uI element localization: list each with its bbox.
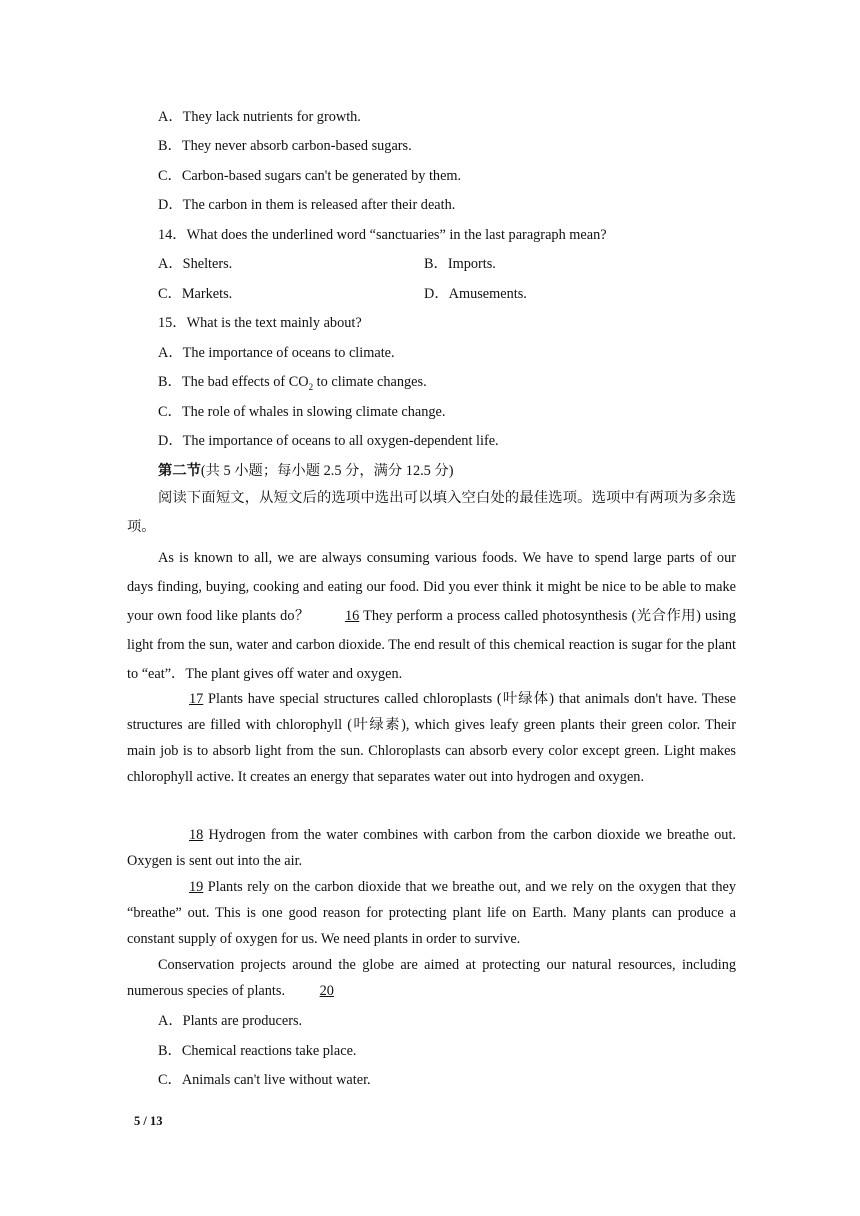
q15-option-b-text-2: to climate changes. [313, 374, 427, 390]
blank-20[interactable]: 20 [319, 983, 334, 999]
q15-option-b-subscript: 2 [308, 381, 314, 392]
q14-option-a: A．Shelters. [158, 256, 233, 272]
q15-option-a: A．The importance of oceans to climate. [158, 345, 395, 361]
p5-text: Conservation projects around the globe are aimed at protecting our natural resources, including numerous species of plants. [127, 957, 736, 999]
blank-18[interactable]: 18 [189, 827, 204, 843]
blank-19[interactable]: 19 [189, 879, 204, 895]
page-number: 5 / 13 [134, 1114, 163, 1128]
p1-text-2: They perform a process called photosynthesis (光合作用) using light from the sun, water and carbon dioxide. The end result of this chemical reaction is sugar for the plant to “eat”．The plant gives off water and oxygen. [127, 608, 736, 682]
p2-text: Plants have special structures called chloroplasts (叶绿体) that animals don't have. These structures are filled with chlorophyll (叶绿素), which gives leafy green plants their green color. Their main job is to absorb light from the sun. Chloroplasts can absorb every color except green. Light makes chlorophyll active. It creates an energy that separates water out into hydrogen and oxygen. [127, 691, 736, 785]
q15-option-b-text-1: B．The bad effects of CO [158, 374, 309, 390]
q14-option-c: C．Markets. [158, 286, 233, 302]
q13-option-d: D．The carbon in them is released after their death. [158, 197, 456, 213]
q15-question: 15．What is the text mainly about? [158, 315, 362, 331]
passage-paragraph-4 [127, 874, 736, 952]
passage-paragraph-2 [127, 686, 736, 790]
q14-option-d: D．Amusements. [424, 286, 527, 302]
blank-17[interactable]: 17 [189, 691, 204, 707]
section-instructions: 阅读下面短文，从短文后的选项中选出可以填入空白处的最佳选项。选项中有两项为多余选项。 [127, 490, 736, 535]
p1-text-1: As is known to all, we are always consuming various foods. We have to spend large parts of our days finding, buying, cooking and eating our food. Did you ever think it might be nice to be able to make your own food like plants do？ [127, 550, 736, 624]
p4-text: Plants rely on the carbon dioxide that we breathe out, and we rely on the oxygen that they “breathe” out. This is one good reason for protecting plant life on Earth. Many plants can produce a constant supply of oxygen for us. We need plants in order to survive. [127, 879, 737, 947]
section-scoring: (共 5 小题；每小题 2.5 分，满分 12.5 分) [200, 463, 454, 479]
passage-paragraph-1 [127, 544, 736, 689]
section2-option-b: B．Chemical reactions take place. [158, 1043, 357, 1059]
q13-option-b: B．They never absorb carbon-based sugars. [158, 138, 412, 154]
passage-paragraph-3 [127, 822, 736, 874]
q15-option-c: C．The role of whales in slowing climate change. [158, 404, 446, 420]
section-title: 第二节 [158, 463, 201, 479]
q13-option-a: A．They lack nutrients for growth. [158, 109, 361, 125]
passage-paragraph-5 [127, 952, 736, 1004]
q15-option-d: D．The importance of oceans to all oxygen-dependent life. [158, 433, 499, 449]
q13-option-c: C．Carbon-based sugars can't be generated by them. [158, 168, 462, 184]
section2-option-c: C．Animals can't live without water. [158, 1072, 371, 1088]
q14-option-b: B．Imports. [424, 256, 496, 272]
section2-option-a: A．Plants are producers. [158, 1013, 303, 1029]
p3-text: Hydrogen from the water combines with carbon from the carbon dioxide we breathe out. Oxygen is sent out into the air. [127, 827, 737, 869]
section-heading [158, 460, 453, 480]
blank-16[interactable]: 16 [344, 608, 360, 624]
q14-question: 14．What does the underlined word “sanctuaries” in the last paragraph mean? [158, 227, 607, 243]
q15-option-b [158, 371, 427, 392]
